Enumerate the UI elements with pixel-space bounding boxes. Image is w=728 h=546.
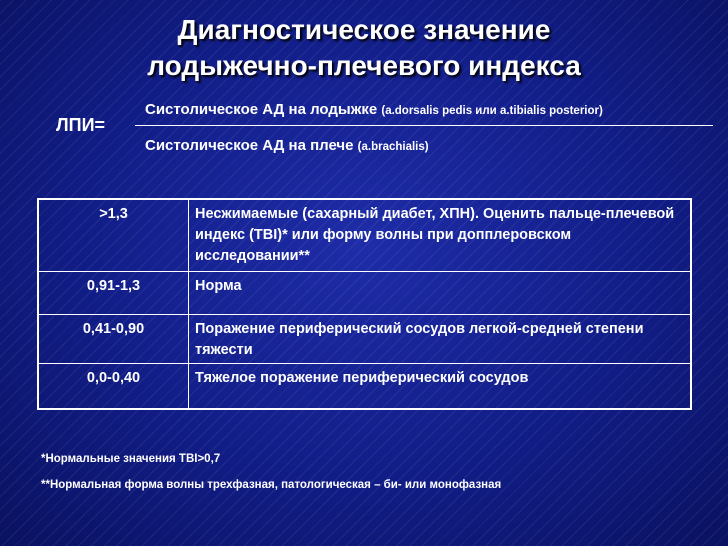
range-cell: 0,91-1,3 xyxy=(38,272,189,315)
table-row xyxy=(38,272,691,315)
description-cell: Поражение периферический сосудов легкой-средней степени тяжести xyxy=(189,315,692,364)
table-row xyxy=(38,199,691,272)
footnote-waveform: **Нормальная форма волны трехфазная, патологическая – би- или монофазная xyxy=(41,479,502,491)
description-cell: Тяжелое поражение периферический сосудов xyxy=(189,364,692,410)
denominator-text: Систолическое АД на плече xyxy=(145,137,354,154)
fraction-line xyxy=(135,125,713,126)
table-row xyxy=(38,364,691,410)
formula-denominator xyxy=(145,137,429,154)
denominator-note: (a.brachialis) xyxy=(357,141,429,153)
range-cell: 0,41-0,90 xyxy=(38,315,189,364)
formula-numerator xyxy=(145,101,603,118)
slide-title-line-2: лодыжечно-плечевого индекса xyxy=(147,50,581,81)
slide-title-line-1: Диагностическое значение xyxy=(177,14,551,45)
description-cell: Норма xyxy=(189,272,692,315)
range-cell: >1,3 xyxy=(38,199,189,272)
range-cell: 0,0-0,40 xyxy=(38,364,189,410)
abi-table xyxy=(37,198,692,410)
numerator-text: Систолическое АД на лодыжке xyxy=(145,101,378,118)
table-row xyxy=(38,315,691,364)
description-cell: Несжимаемые (сахарный диабет, ХПН). Оценить пальце-плечевой индекс (TBI)* или форму волны при допплеровском исследовании** xyxy=(189,199,692,272)
formula-label: ЛПИ= xyxy=(56,115,106,135)
slide-title xyxy=(0,12,728,84)
footnote-tbi: *Нормальные значения TBI>0,7 xyxy=(41,453,221,465)
numerator-note: (a.dorsalis pedis или a.tibialis posterior) xyxy=(381,105,603,117)
